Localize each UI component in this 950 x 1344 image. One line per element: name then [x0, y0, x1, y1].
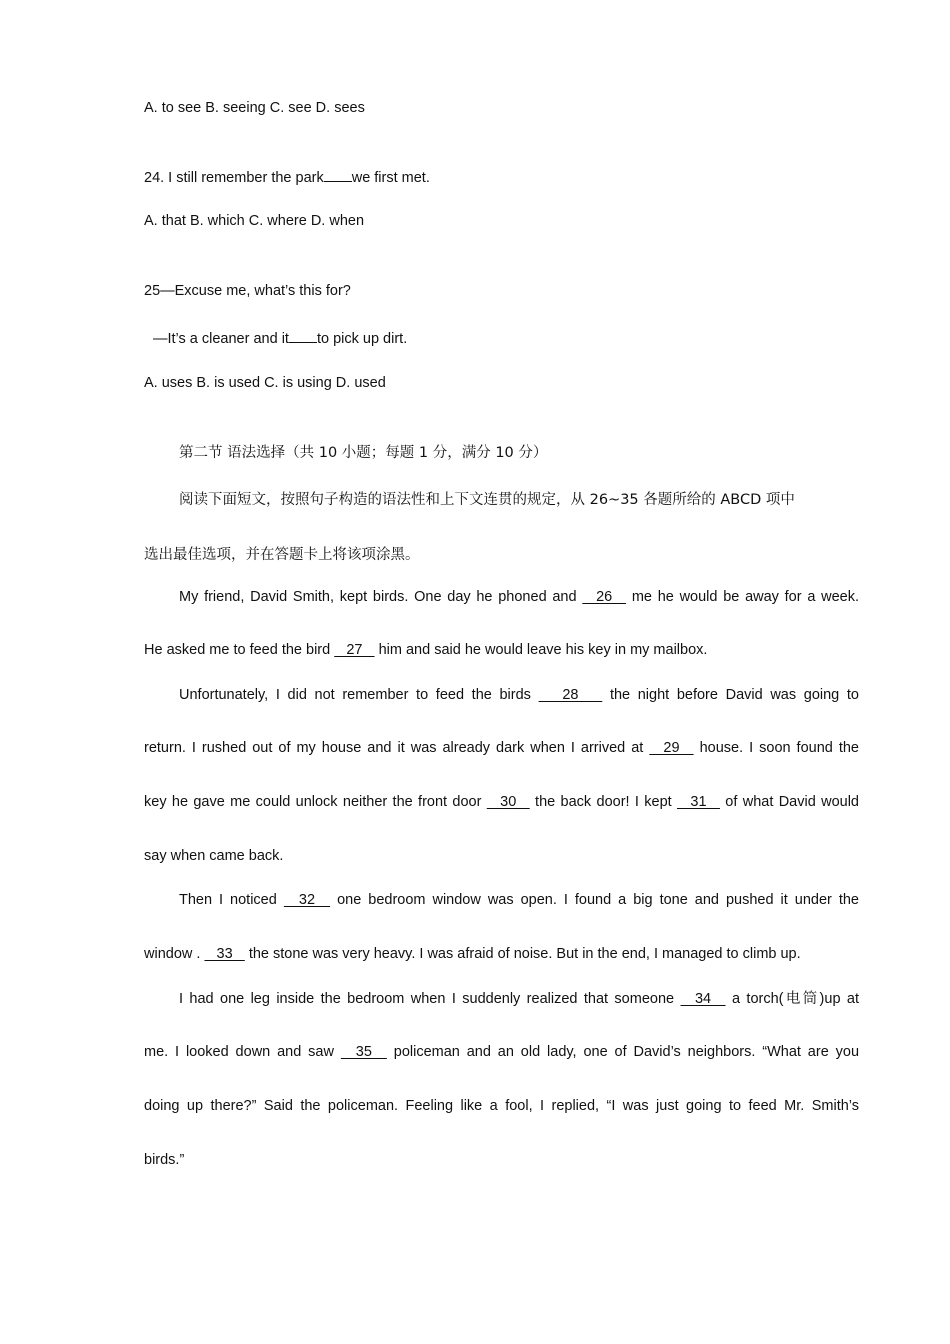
blank-29: _29_	[649, 740, 694, 756]
passage-line	[144, 1042, 859, 1062]
passage-text: one bedroom window was open. I found a big tone and pushed it under the	[337, 892, 859, 908]
passage-text: Unfortunately, I did not remember to feed the birds	[179, 687, 531, 703]
q25-line2	[153, 328, 407, 349]
passage-line	[179, 685, 859, 705]
passage-text: the stone was very heavy. I was afraid of noise. But in the end, I managed to climb up.	[248, 946, 801, 962]
passage-text: the back door! I kept	[535, 794, 672, 810]
passage-line: birds.”	[144, 1152, 185, 1168]
passage-text: Then I noticed	[179, 892, 277, 908]
passage-text: the night before David was going to	[609, 687, 859, 703]
passage-line	[144, 944, 801, 964]
passage-line	[179, 587, 859, 607]
passage-line	[144, 792, 859, 812]
blank-28: __28__	[538, 687, 603, 703]
blank-33: _33_	[204, 946, 245, 962]
blank-32: _32_	[283, 892, 331, 908]
passage-text: My friend, David Smith, kept birds. One day he phoned and	[179, 589, 577, 605]
passage-line	[179, 890, 859, 910]
section-heading: 第二节 语法选择（共 10 小题；每题 1 分，满分 10 分）	[179, 445, 548, 461]
q25-blank	[289, 328, 317, 343]
blank-26: _26_	[582, 589, 627, 605]
blank-31: _31_	[677, 794, 720, 810]
passage-text: window .	[144, 946, 201, 962]
q24-stem	[144, 167, 430, 188]
passage-line	[179, 989, 859, 1009]
passage-text: return. I rushed out of my house and it was already dark when I arrived at	[144, 740, 644, 756]
passage-text: I had one leg inside the bedroom when I suddenly realized that someone	[179, 991, 675, 1007]
q25-line2-before: —It’s a cleaner and it	[153, 331, 289, 347]
q24-options: A. that B. which C. where D. when	[144, 213, 365, 229]
blank-34: _34_	[680, 991, 726, 1007]
q24-stem-before: 24. I still remember the park	[144, 170, 324, 186]
passage-line: doing up there?” Said the policeman. Feeling like a fool, I replied, “I was just going to feed Mr. Smith’s	[144, 1098, 859, 1114]
q25-line1: 25—Excuse me, what’s this for?	[144, 283, 351, 299]
blank-35: _35_	[340, 1044, 387, 1060]
blank-27: _27_	[334, 642, 375, 658]
instructions-line-1: 阅读下面短文，按照句子构造的语法性和上下文连贯的规定，从 26~35 各题所给的 ABCD 项中	[179, 492, 795, 508]
passage-text: me. I looked down and saw	[144, 1044, 334, 1060]
passage-line	[144, 738, 859, 758]
passage-line	[144, 640, 707, 660]
passage-line: say when came back.	[144, 848, 284, 864]
passage-text: house. I soon found the	[699, 740, 859, 756]
q23-options: A. to see B. seeing C. see D. sees	[144, 100, 365, 116]
passage-text: He asked me to feed the bird	[144, 642, 331, 658]
q25-line2-after: to pick up dirt.	[316, 331, 408, 347]
blank-30: _30_	[486, 794, 530, 810]
instructions-line-2: 选出最佳选项，并在答题卡上将该项涂黑。	[144, 547, 420, 563]
q24-blank	[324, 167, 352, 182]
passage-text: a torch(电筒)up at	[731, 991, 860, 1007]
passage-text: him and said he would leave his key in my mailbox.	[378, 642, 708, 658]
q25-options: A. uses B. is used C. is using D. used	[144, 375, 386, 391]
passage-text: of what David would	[725, 794, 859, 810]
passage-text: me he would be away for a week.	[631, 589, 860, 605]
q24-stem-after: we first met.	[351, 170, 430, 186]
passage-text: policeman and an old lady, one of David’s neighbors. “What are you	[393, 1044, 860, 1060]
passage-text: key he gave me could unlock neither the front door	[144, 794, 482, 810]
